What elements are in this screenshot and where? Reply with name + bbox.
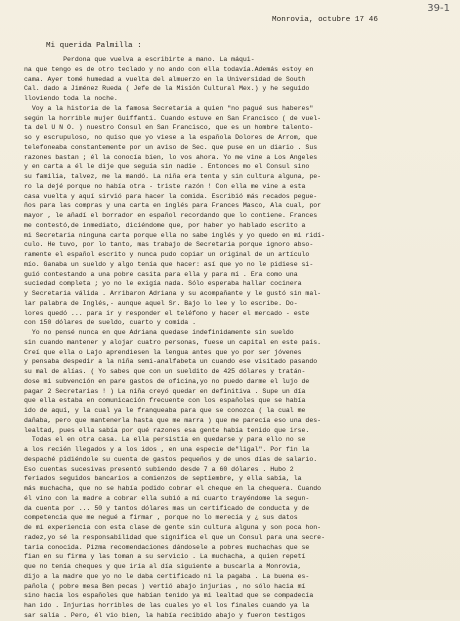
letter-line: ños para las compras y una carta en inglés para Frances Masco, Ala cual, por xyxy=(24,202,322,210)
letter-line: su mal de alías. ( Yo sabes que con un sueldito de 425 dólares y tratán- xyxy=(24,368,306,375)
letter-line: pañola ( pobre mesa Ben pecas ) vertió abajo injurias , no sólo hacia mí xyxy=(24,582,306,590)
letter-line: han ido . Injurias horribles de las cuales yo el los finales cuando ya la xyxy=(24,602,310,609)
letter-line: Eso cuentas sucesivas presentó subiendo desde 7 a 60 dólares . Hubo 2 xyxy=(24,465,294,473)
letter-line: lealtad, pues ella sabía por qué razones esa gente había tenido que irse. xyxy=(24,426,310,434)
letter-line: me contestó,de inmediato, diciéndome que, por haber yo hablado escrito a xyxy=(24,221,306,229)
letter-line: y pensaba despedir a la niña semi-analfabeta un cuando ese visitado pasando xyxy=(24,358,318,366)
archive-number: 39-1 xyxy=(427,3,450,14)
letter-line: radez,yo sé la responsabilidad que significa el que un Consul para una secre- xyxy=(24,533,325,541)
letter-line: más muchacha, que no se había podido cobrar el cheque en la chequera. Cuando xyxy=(24,485,322,492)
letter-line: suciedad completa ; yo no le exigía nada. Sólo esperaba hallar cocinera xyxy=(24,280,302,288)
letter-line: ramente el español escrito y nunca pudo copiar un original de un artículo xyxy=(24,251,310,258)
letter-line: razones bastan ; él la conocía bien, lo vos ahora. Yo me vine a Los Angeles xyxy=(24,153,318,161)
letter-line: con 150 dólares de sueldo, cuarto y comida . xyxy=(24,319,196,327)
letter-line: so y escrupuloso, no quiso que yo viese a la española Dolores de Arrom, que xyxy=(24,134,318,141)
letter-line: fian en su firma y las toman a su servicio . La muchacha, a quien repetí xyxy=(24,553,306,561)
letter-line: Perdona que vuelva a escribirte a mano. La máqui- xyxy=(24,56,255,63)
letter-line: a los recién llegados y a los idos , en una especie de"ligal". Por fin la xyxy=(24,446,310,453)
letter-line: Yo no pensé nunca en que Adriana quedase indefinidamente sin sueldo xyxy=(24,329,294,336)
letter-line: taria conocida. Pizma recomendaciones dándosele a pobres muchachas que se xyxy=(24,543,310,551)
letter-line: na que tengo es de otro teclado y no ando con ella todavía.Además estoy en xyxy=(24,65,314,73)
letter-line: su familia, talvez, me la mandó. La niña era tenta y sin cultura alguna, pe- xyxy=(24,173,322,180)
letter-line: cama. Ayer tomé humedad a vuelta del almuerzo en la Universidad de South xyxy=(24,75,306,83)
letter-line: dijo a la madre que yo no le daba certificado ni la pagaba . La buena es- xyxy=(24,572,310,580)
letter-dateline: Monrovia, octubre 17 46 xyxy=(272,16,378,24)
letter-line: que ella estaba en comunicación frecuente con los españoles que se había xyxy=(24,397,306,405)
letter-line: telefoneaba constantemente por un aviso de Sec. que puse en un diario . Sus xyxy=(24,143,318,151)
letter-line: sin cuando mantener y alojar cuatro personas, fuese un capital en este país. xyxy=(24,338,322,346)
letter-line: y en carta a él le dije que seguía sin nadie . Entonces mo el Consul sino xyxy=(24,163,310,171)
letter-line: según la horrible mujer Guiffanti. Cuando estuve en San Francisco ( de vuel- xyxy=(24,114,322,122)
letter-line: Todas el en otra casa. La ella persistía en quedarse y para ello no se xyxy=(24,436,306,444)
letter-line: dañaba, pero que mantenerla hasta que me marra ) que me parecía eso una des- xyxy=(24,416,322,424)
letter-line: mío. Ganaba un sueldo y algo tenía que hacer: así que yo no le pidiese si- xyxy=(24,260,314,268)
letter-line: y Secretaria válida . Arribaron Adriana y su acompañante y le gustó sin mal- xyxy=(24,290,322,297)
letter-line: lores quedó ... para ir y responder el teléfono y hacer el mercado - este xyxy=(24,309,310,317)
letter-salutation: Mi querida Palmilla : xyxy=(46,42,142,50)
letter-line: Creí que ella o Lajo aprendiesen la lengua antes que yo por ser jóvenes xyxy=(24,348,302,356)
letter-line: da cuenta por ... 50 y tantos dólares mas un certificado de conducta y de xyxy=(24,504,310,512)
letter-line: guió contestando a una pobre casita para ella y para mí . Era como una xyxy=(24,270,298,278)
letter-line: sar salía . Pero, él vio bien, la había recibido abajo y fueron testigos xyxy=(24,611,306,619)
letter-line: él vino con la madre a cobrar ella subió a mí cuarto trayéndome la segun- xyxy=(24,494,310,502)
letter-line: Voy a la historia de la famosa Secretaria a quien "no pagué sus haberes" xyxy=(24,104,314,112)
letter-line: pagar 2 Secretarias ! ) La niña creyó quedar en definitiva . Supe un día xyxy=(24,387,306,395)
letter-line: despaché pidiéndole su cuenta de gastos pequeños y de unos días de salario. xyxy=(24,455,318,463)
letter-line: culo. He tuvo, por lo tanto, mas trabajo de Secretaria porque ignoro abso- xyxy=(24,241,314,249)
letter-line: lar palabra de Inglés,- aunque aquel Sr. Bajo lo lee y lo escribe. Do- xyxy=(24,299,298,307)
letter-body xyxy=(24,55,454,621)
letter-line: competencia que me negué a firmar , porque no lo merecía y ¿ sus datos xyxy=(24,514,298,522)
letter-line: mayor , le añadí el borrador en español recordando que lo contiene. Frances xyxy=(24,212,318,219)
letter-line: sino hacia los españoles que habían tenido ya mi lealtad que se compadecía xyxy=(24,592,314,600)
letter-line: de mi experiencia con esta clase de gente sin cultura alguna y son poca hon- xyxy=(24,524,322,531)
letter-line: ido de aquí, y la cual ya le franqueaba para que se conozca ( la cual me xyxy=(24,407,306,414)
letter-line: lloviendo toda la noche. xyxy=(24,95,118,102)
letter-line: ro la dejé porque no había otra - triste razón ! Con ella me vine a esta xyxy=(24,182,306,190)
letter-line: ta del U N O. ) nuestro Consul en San Francisco, que es un hombre talento- xyxy=(24,124,314,132)
letter-line: dose mi subvención en pare gastos de oficina,yo no puedo darme el lujo de xyxy=(24,377,310,385)
letter-line: que no tenía cheques y que iría al día siguiente a buscarla a Monrovia, xyxy=(24,563,302,570)
letter-line: mi Secretaria ninguna carta porque ella no sabe inglés y yo quedo en mi ridí- xyxy=(24,231,325,239)
letter-line: feriados seguidos bancarios a comienzos de septiembre, y ella sabía, la xyxy=(24,475,302,483)
letter-line: casa vuelta y aquí sirvió para hacer la comida. Escribió más recados pegue- xyxy=(24,192,318,200)
letter-line: Cal. dado a Jiménez Rueda ( Jefe de la Misión Cultural Mex.) y he seguido xyxy=(24,85,310,93)
